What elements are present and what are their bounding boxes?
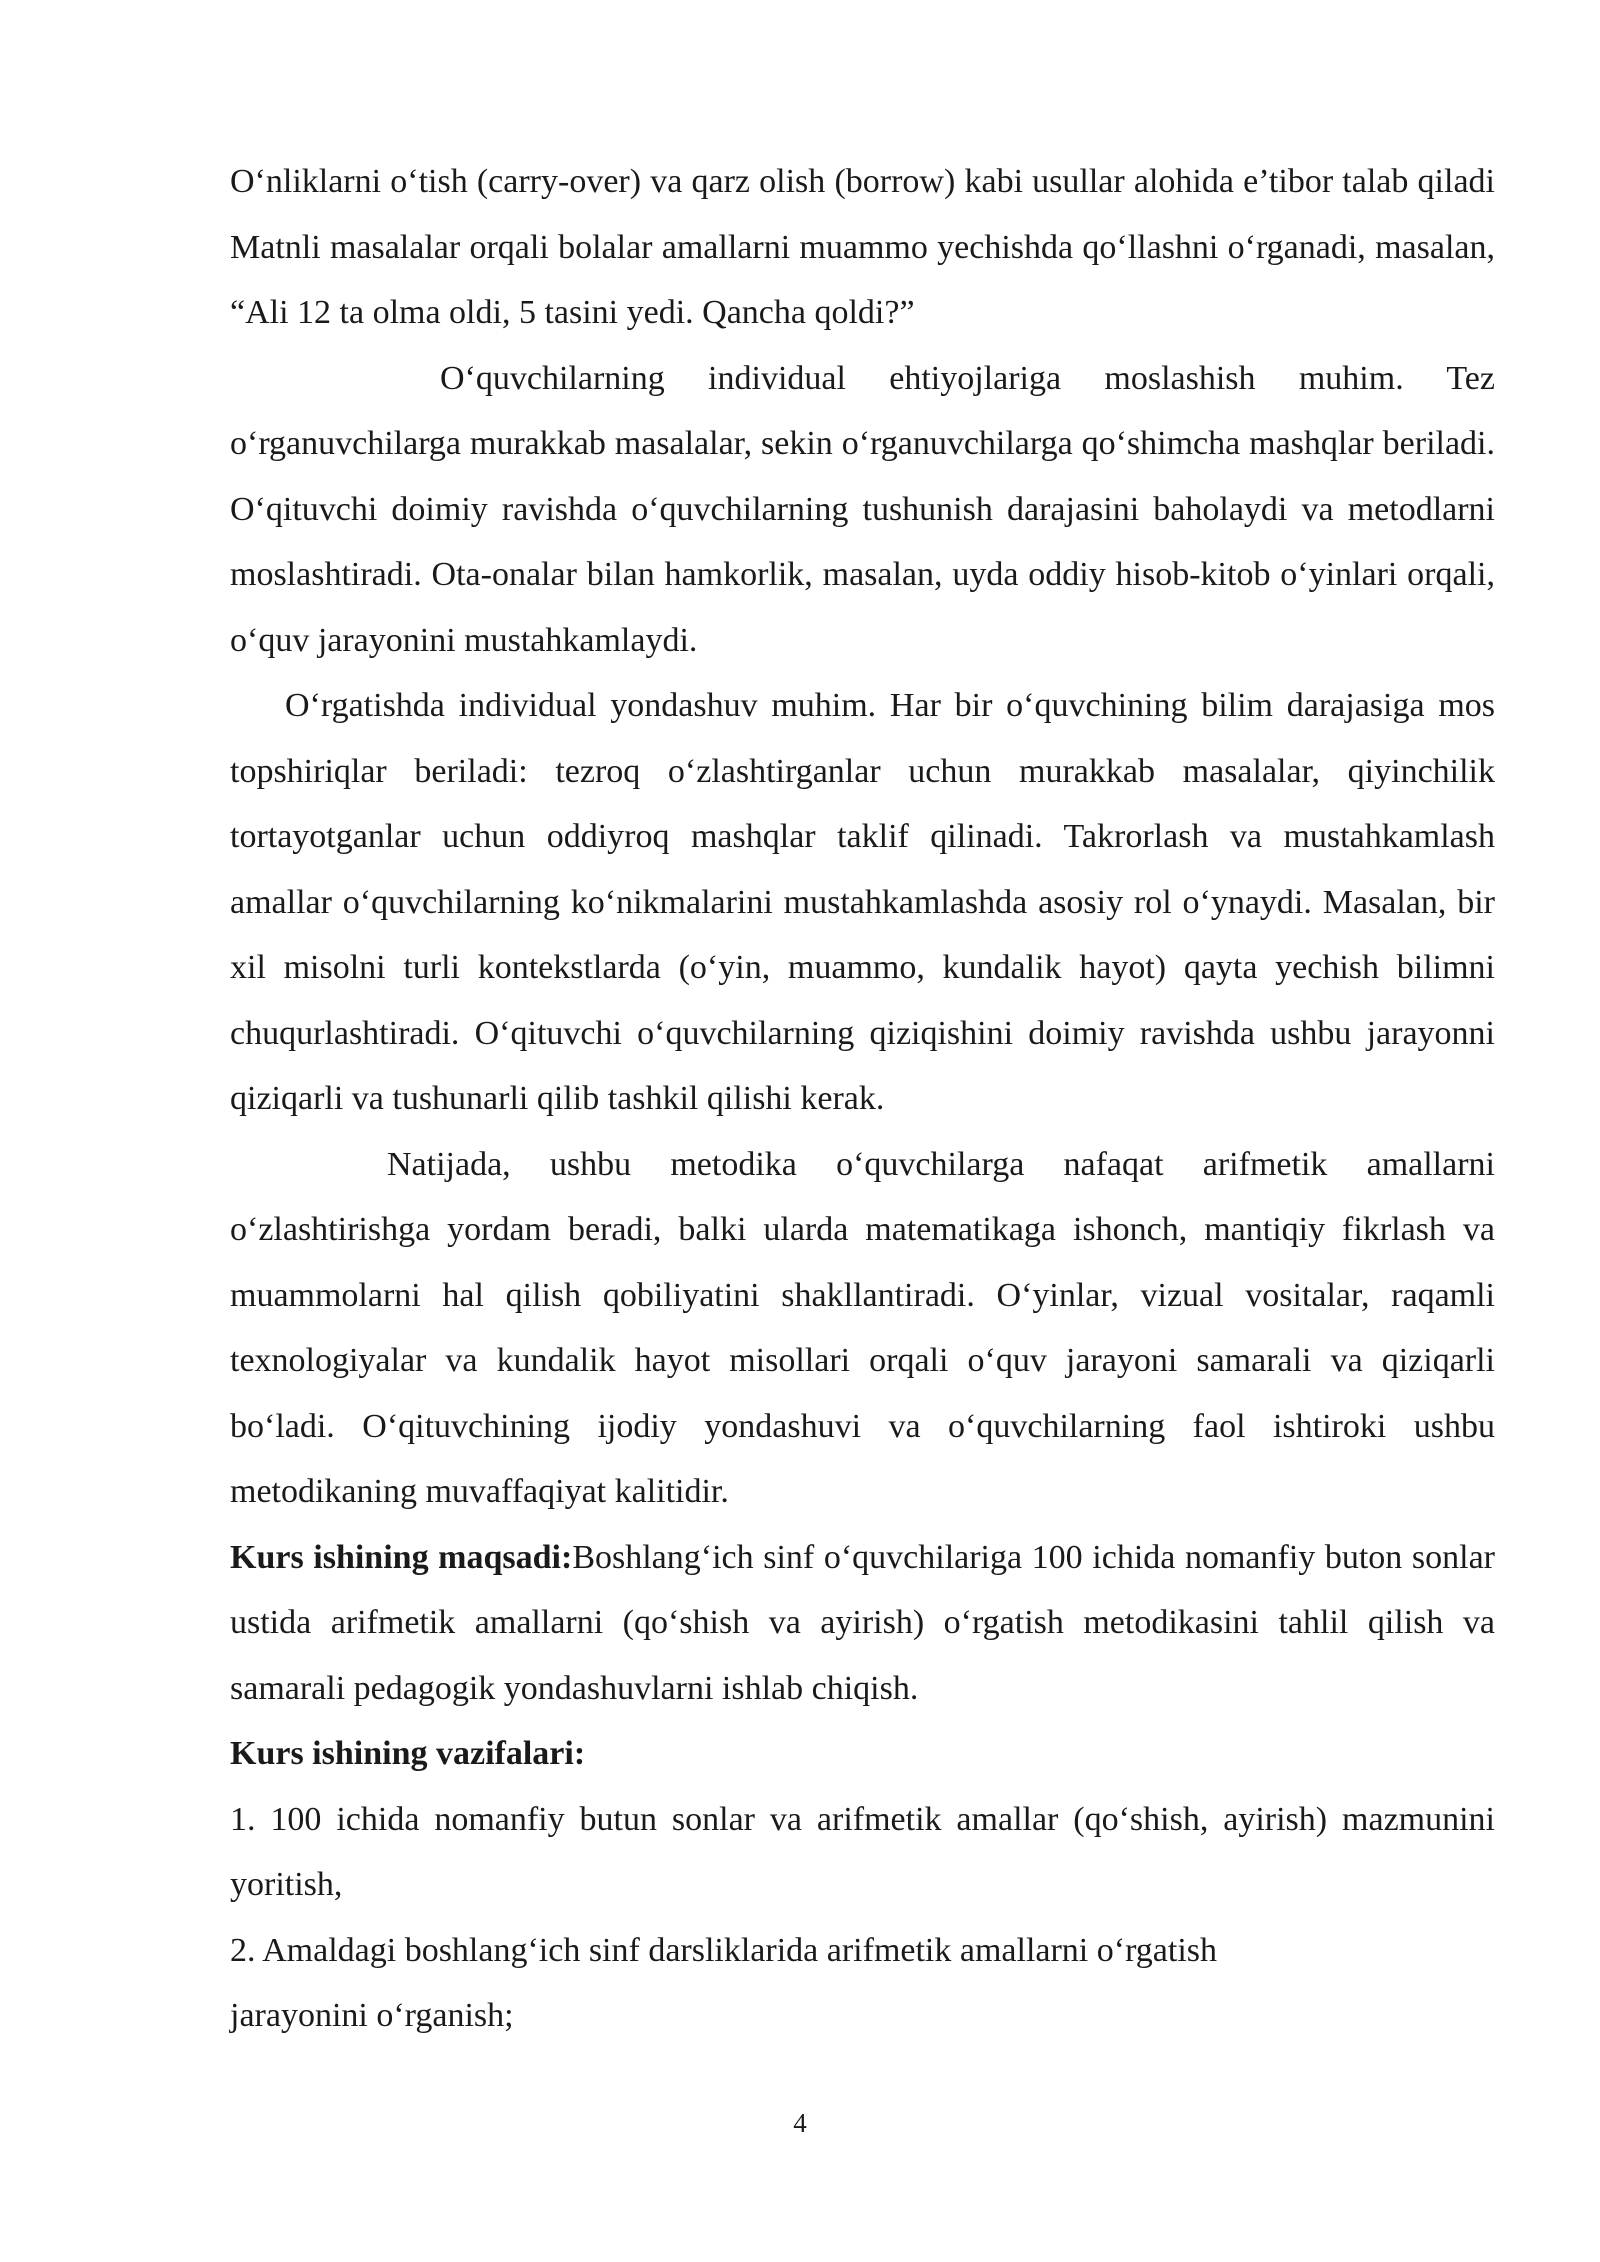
goal-text: Boshlang‘ich sinf o‘quvchilariga 100 ichida nomanfiy buton sonlar ustida arifmetik amallarni (qo‘shish va ayirish) o‘rgatish metodikasini tahlil qilish va samarali pedagogik yondashuvlarni ishlab chiqish. [230, 1538, 1495, 1707]
paragraph-carry-over: O‘nliklarni o‘tish (carry-over) va qarz olish (borrow) kabi usullar alohida e’tibor talab qiladi Matnli masalalar orqali bolalar amallarni muammo yechishda qo‘llashni o‘rganadi, masalan, “Ali 12 ta olma oldi, 5 tasini yedi. Qancha qoldi?” [230, 163, 1495, 331]
page-body [230, 149, 1495, 2049]
task-item-1: 1. 100 ichida nomanfiy butun sonlar va arifmetik amallar (qo‘shish, ayirish) mazmunini yoritish, [230, 1800, 1495, 1903]
tasks-heading: Kurs ishining vazifalari: [230, 1735, 586, 1772]
paragraph-conclusion: Natijada, ushbu metodika o‘quvchilarga nafaqat arifmetik amallarni o‘zlashtirishga yordam beradi, balki ularda matematikaga ishonch, mantiqiy fikrlash va muammolarni hal qilish qobiliyatini shakllantiradi. O‘yinlar, vizual vositalar, raqamli texnologiyalar va kundalik hayot misollari orqali o‘quv jarayoni samarali va qiziqarli bo‘ladi. O‘qituvchining ijodiy yondashuvi va o‘quvchilarning faol ishtiroki ushbu metodikaning muvaffaqiyat kalitidir. [230, 1145, 1495, 1510]
goal-heading: Kurs ishining maqsadi: [230, 1538, 573, 1576]
goal-paragraph [230, 1525, 1495, 1722]
paragraph-individual-approach: O‘rgatishda individual yondashuv muhim. Har bir o‘quvchining bilim darajasiga mos topshiriqlar beriladi: tezroq o‘zlashtirganlar uchun murakkab masalalar, qiyinchilik tortayotganlar uchun oddiyroq mashqlar taklif qilinadi. Takrorlash va mustahkamlash amallar o‘quvchilarning ko‘nikmalarini mustahkamlashda asosiy rol o‘ynaydi. Masalan, bir xil misolni turli kontekstlarda (o‘yin, muammo, kundalik hayot) qayta yechish bilimni chuqurlashtiradi. O‘qituvchi o‘quvchilarning qiziqishini doimiy ravishda ushbu jarayonni qiziqarli va tushunarli qilib tashkil qilishi kerak. [230, 687, 1495, 1117]
task-item-2-line-1: 2. Amaldagi boshlang‘ich sinf darsliklarida arifmetik amallarni o‘rgatish [230, 1931, 1217, 1969]
task-item-2-line-2: jarayonini o‘rganish; [230, 1997, 514, 2034]
page-number: 4 [793, 2108, 807, 2138]
paragraph-individual-needs: O‘quvchilarning individual ehtiyojlariga moslashish muhim. Tez o‘rganuvchilarga murakkab masalalar, sekin o‘rganuvchilarga qo‘shimcha mashqlar beriladi. O‘qituvchi doimiy ravishda o‘quvchilarning tushunish darajasini baholaydi va metodlarni moslashtiradi. Ota-onalar bilan hamkorlik, masalan, uyda oddiy hisob-kitob o‘yinlari orqali, o‘quv jarayonini mustahkamlaydi. [230, 359, 1495, 659]
